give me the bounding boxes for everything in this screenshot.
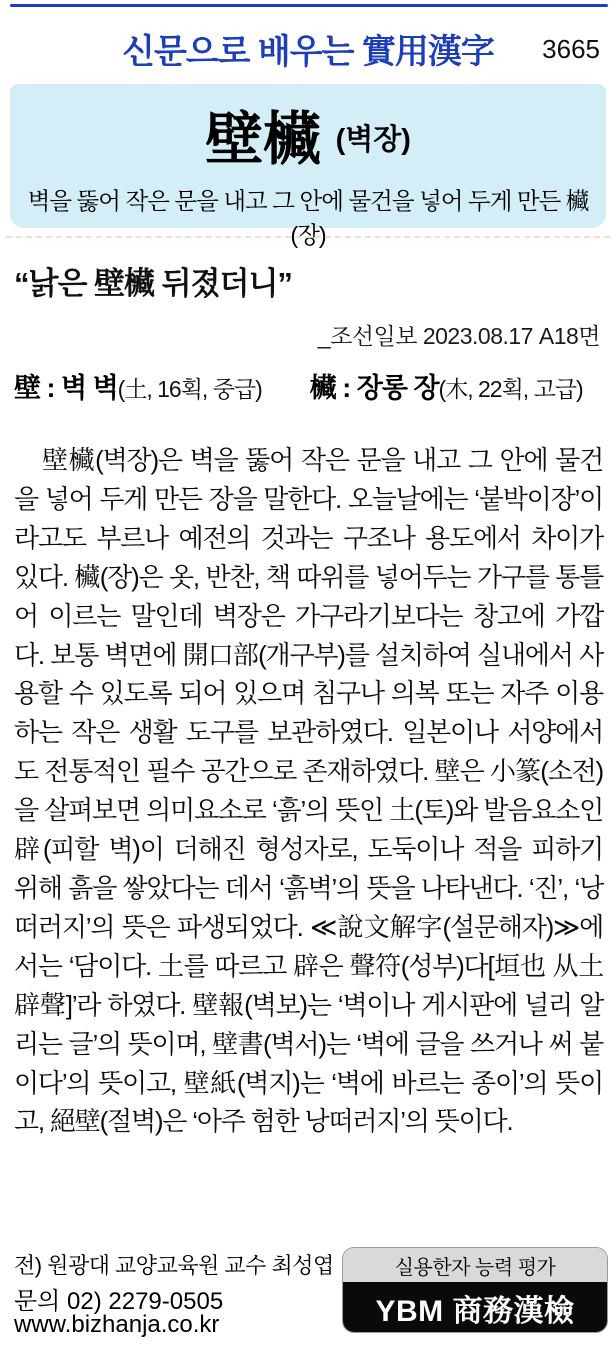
footer-contact-phone: 문의 02) 2279-0505 <box>14 1288 224 1315</box>
character-detail: (木, 22획, 고급) <box>438 376 583 402</box>
character-entry <box>310 366 583 405</box>
headword-definition: 벽을 뚫어 작은 문을 내고 그 안에 물건을 넣어 두게 만든 欌(장) <box>27 188 589 248</box>
headword-hangul-reading: (벽장) <box>335 124 411 156</box>
headword-line <box>10 92 606 176</box>
character-entry <box>14 366 262 405</box>
badge-top-label: 실용한자 능력 평가 <box>343 1248 607 1284</box>
footer-website: www.bizhanja.co.kr <box>14 1311 220 1338</box>
headline-quote: “낡은 壁欌 뒤졌더니” <box>14 266 292 301</box>
article-body: 壁欌(벽장)은 벽을 뚫어 작은 문을 내고 그 안에 물건을 넣어 두게 만든 장을 말한다. 오늘날에는 ‘붙박이장’이라고도 부르나 예전의 것과는 구조나 용도에서 차이가 있다. 欌(장)은 옷, 반찬, 책 따위를 넣어두는 가구를 통틀어 이르는 말인데 벽장은 가구라기보다는 창고에 가깝다. 보통 벽면에 開口部(개구부)를 설치하여 실내에서 사용할 수 있도록 되어 있으며 침구나 의복 또는 자주 이용하는 작은 생활 도구를 보관하였다. 일본이나 서양에서도 전통적인 필수 공간으로 존재하였다. 壁은 小篆(소전)을 살펴보면 의미요소로 ‘흙’의 뜻인 土(토)와 발음요소인 辟(피할 벽)이 더해진 형성자로, 도둑이나 적을 피하기 위해 흙을 쌓았다는 데서 ‘흙벽’의 뜻을 나타낸다. ‘진’, ‘낭떠러지’의 뜻은 파생되었다. ≪說文解字(설문해자)≫에서는 ‘담이다. 土를 따르고 辟은 聲符(성부)다[垣也 从土 辟聲]’라 하였다. 壁報(벽보)는 ‘벽이나 게시판에 널리 알리는 글’의 뜻이며, 壁書(벽서)는 ‘벽에 글을 쓰거나 써 붙이다’의 뜻이고, 壁紙(벽지)는 ‘벽에 바르는 종이’의 뜻이고, 絕壁(절벽)은 ‘아주 험한 낭떠러지’의 뜻이다. <box>14 445 603 1137</box>
headword-box <box>10 84 606 248</box>
issue-number: 3665 <box>542 34 600 64</box>
headword-hanja: 壁欌 <box>205 107 322 172</box>
ybm-exam-badge <box>342 1247 608 1333</box>
character-info-row <box>14 366 606 405</box>
dashed-separator <box>6 236 610 238</box>
top-divider-rule <box>10 4 608 7</box>
footer-author: 전) 원광대 교양교육원 교수 최성엽 <box>14 1253 334 1278</box>
character-detail: (土, 16획, 중급) <box>117 376 262 402</box>
character-reading: 壁 : 벽 벽 <box>14 373 118 403</box>
source-citation: _조선일보 2023.08.17 A18면 <box>317 323 600 349</box>
character-reading: 欌 : 장롱 장 <box>309 373 439 403</box>
ybm-logo: YBM 商務漢檢 <box>343 1284 607 1332</box>
page-title: 신문으로 배우는 實用漢字 <box>122 33 494 71</box>
